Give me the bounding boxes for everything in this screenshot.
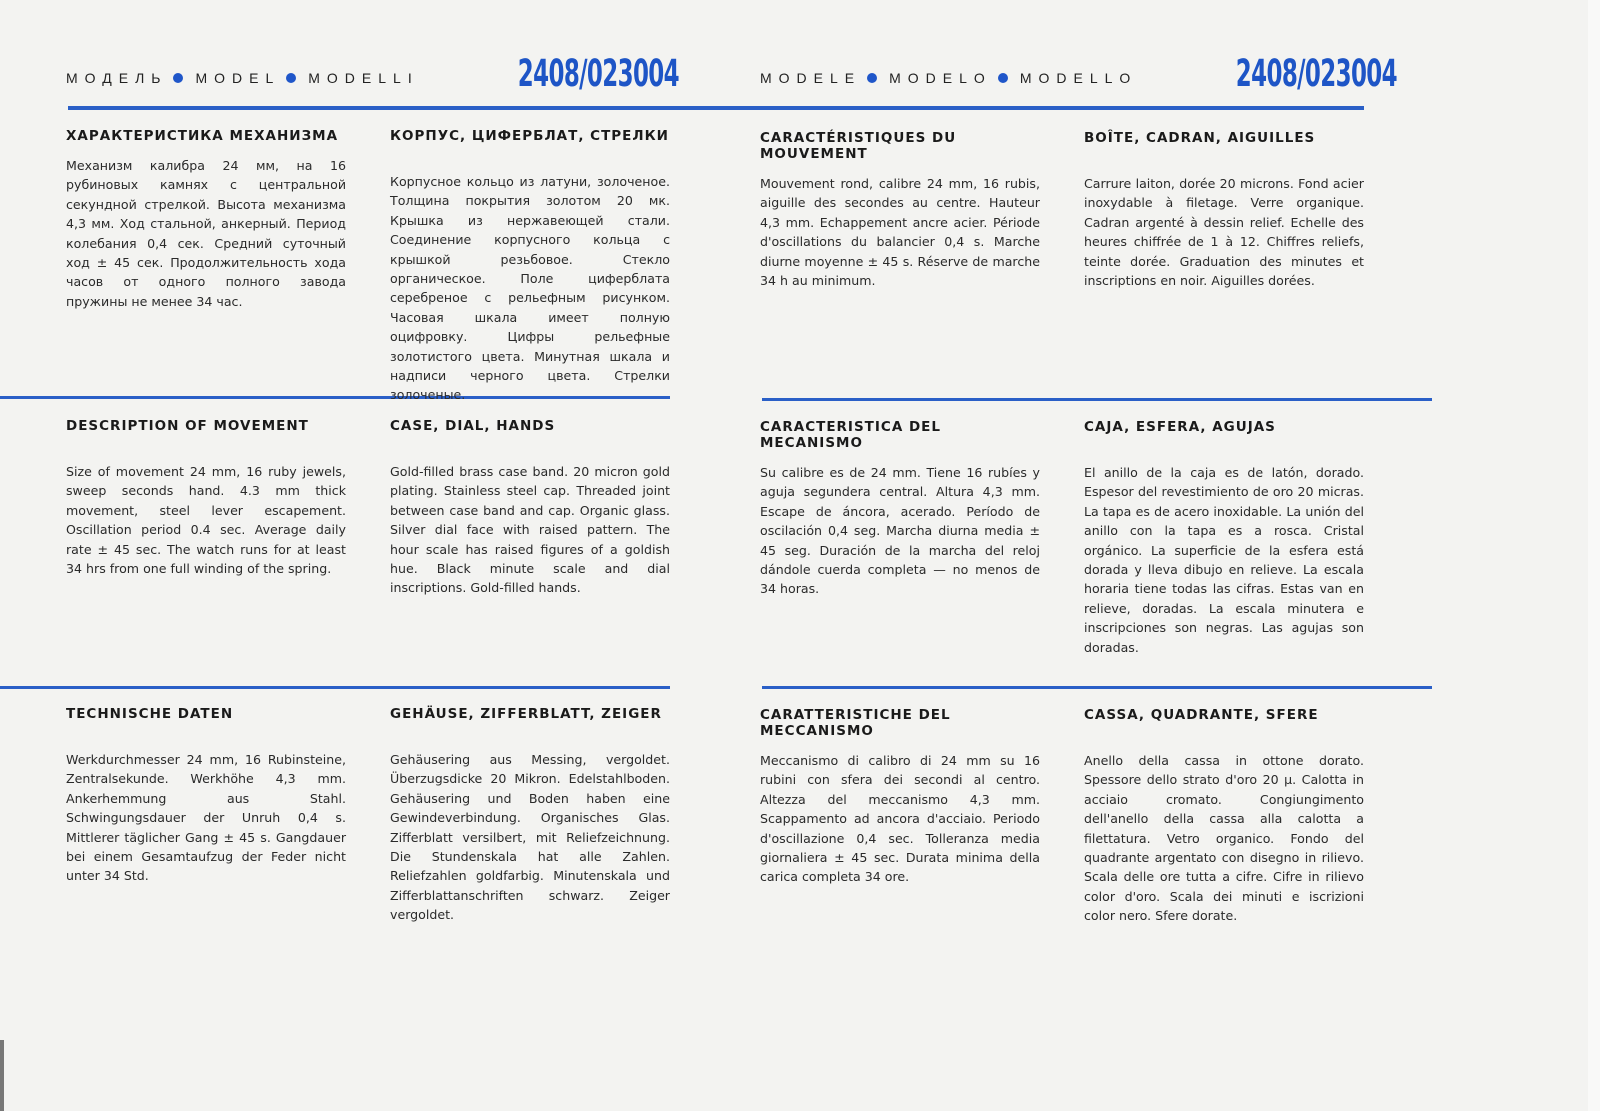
section-fr-movement — [760, 130, 1040, 290]
page-edge-shadow — [0, 1040, 4, 1111]
bullet-dot-icon — [286, 73, 296, 83]
divider-rule-right-2 — [762, 686, 1432, 689]
section-title: КОРПУС, ЦИФЕРБЛАТ, СТРЕЛКИ — [390, 128, 669, 144]
header-right — [760, 44, 1398, 95]
header-rule — [68, 106, 1364, 110]
section-ru-movement — [66, 128, 346, 311]
section-ru-case — [390, 128, 670, 405]
section-title: BOÎTE, CADRAN, AIGUILLES — [1084, 130, 1316, 146]
bullet-dot-icon — [867, 73, 877, 83]
section-text: Meccanismo di calibro di 24 mm su 16 rubini con sfera dei secondi al centro. Altezza del meccanismo 4,3 mm. Scappamento ad ancora d'acciaio. Periodo d'oscillazione 0,4 sec. Tolleranza media giornaliera ± 45 sec. Durata minima della carica completa 34 ore. — [760, 753, 1040, 885]
header-word-ru: МОДЕЛЬ — [66, 70, 168, 86]
section-title: ХАРАКТЕРИСТИКА МЕХАНИЗМА — [66, 128, 339, 144]
header-word-de: MODELLI — [308, 70, 419, 86]
header-word-fr: MODELE — [760, 70, 862, 86]
section-text: Mouvement rond, calibre 24 mm, 16 rubis, aiguille des secondes au centre. Hauteur 4,3 mm. Echappement ancre acier. Période d'oscillations du balancier 0,4 s. Marche diurne moyenne ± 45 s. Réserve de marche 34 h au minimum. — [760, 176, 1040, 289]
section-title: CARATTERISTICHE DEL MECCANISMO — [760, 707, 951, 739]
model-number-right: 2408/023004 — [1236, 52, 1398, 95]
header-left — [66, 44, 679, 95]
section-title: TECHNISCHE DATEN — [66, 706, 234, 722]
section-it-case — [1084, 707, 1364, 926]
section-title: CARACTÉRISTIQUES DU MOUVEMENT — [760, 130, 957, 162]
bullet-dot-icon — [998, 73, 1008, 83]
section-en-case — [390, 418, 670, 598]
section-es-movement — [760, 419, 1040, 599]
page-right-margin — [1588, 0, 1600, 1111]
section-text: El anillo de la caja es de latón, dorado. Espesor del revestimiento de oro 20 micras. La tapa es de acero inoxidable. La unión del anillo con la tapa es a rosca. Cristal orgánico. La superficie de la esfera está dorada y lleva dibujo en relieve. La escala horaria tiene todas las cifras. Estas van en relieve, doradas. La escala minutera e inscripciones son negras. Las agujas son doradas. — [1084, 465, 1364, 655]
section-es-case — [1084, 419, 1364, 657]
header-left-languages — [66, 70, 419, 86]
bullet-dot-icon — [173, 73, 183, 83]
section-text: Корпусное кольцо из латуни, золоченое. Толщина покрытия золотом 20 мк. Крышка из нержавеющей стали. Соединение корпусного кольца с крышкой резьбовое. Стекло органическое. Поле циферблата серебреное с рельефным рисунком. Часовая шкала имеет полную оцифровку. Цифры рельефные золотистого цвета. Минутная шкала и надписи черного цвета. Стрелки золоченые. — [390, 174, 670, 403]
section-de-movement — [66, 706, 346, 886]
header-word-es: MODELO — [889, 70, 992, 86]
section-text: Gehäusering aus Messing, vergoldet. Überzugsdicke 20 Mikron. Edelstahlboden. Gehäusering und Boden haben eine Gewindeverbindung. Organisches Glas. Zifferblatt versilbert, mit Reliefzeichnung. Die Stundenskala hat alle Zahlen. Reliefzahlen goldfarbig. Minutenskala und Zifferblattanschriften schwarz. Zeiger vergoldet. — [390, 752, 670, 923]
section-text: Механизм калибра 24 мм, на 16 рубиновых камнях с центральной секундной стрелкой. Высота механизма 4,3 мм. Ход стальной, анкерный. Период колебания 0,4 сек. Средний суточный ход ± 45 сек. Продолжительность хода часов от одного полного завода пружины не менее 34 час. — [66, 158, 346, 309]
section-text: Gold-filled brass case band. 20 micron gold plating. Stainless steel cap. Threaded joint between case band and cap. Organic glass. Silver dial face with raised pattern. The hour scale has raised figures of a goldish hue. Black minute scale and dial inscriptions. Gold-filled hands. — [390, 464, 670, 596]
section-text: Carrure laiton, dorée 20 microns. Fond acier inoxydable à filetage. Verre organique. Cadran argenté à dessin relief. Echelle des heures chiffrée de 1 à 12. Chiffres reliefs, teinte dorée. Graduation des minutes et inscriptions en noir. Aiguilles dorées. — [1084, 176, 1364, 289]
section-de-case — [390, 706, 670, 925]
header-right-languages — [760, 70, 1137, 86]
section-text: Anello della cassa in ottone dorato. Spessore dello strato d'oro 20 μ. Calotta in acciaio cromato. Congiungimento dell'anello della cassa alla calotta a filettatura. Vetro organico. Fondo del quadrante argentato con disegno in rilievo. Scala delle ore tutta a cifre. Cifre in rilievo color d'oro. Scala dei minuti e iscrizioni color nero. Sfere dorate. — [1084, 753, 1364, 924]
model-number-left: 2408/023004 — [517, 52, 679, 95]
header-word-en: MODEL — [195, 70, 281, 86]
section-title: CAJA, ESFERA, AGUJAS — [1084, 419, 1276, 435]
section-title: GEHÄUSE, ZIFFERBLATT, ZEIGER — [390, 706, 662, 722]
section-title: CARACTERISTICA DEL MECANISMO — [760, 419, 941, 451]
section-text: Size of movement 24 mm, 16 ruby jewels, sweep seconds hand. 4.3 mm thick movement, steel lever escapement. Oscillation period 0.4 sec. Average daily rate ± 45 sec. The watch runs for at least 34 hrs from one full winding of the spring. — [66, 464, 346, 577]
divider-rule-left-2 — [0, 686, 670, 689]
section-fr-case — [1084, 130, 1364, 290]
section-it-movement — [760, 707, 1040, 887]
section-text: Werkdurchmesser 24 mm, 16 Rubinsteine, Zentralsekunde. Werkhöhe 4,3 mm. Ankerhemmung aus Stahl. Schwingungsdauer der Unruh 0,4 s. Mittlerer täglicher Gang ± 45 s. Gangdauer bei einem Gesamtaufzug der Feder nicht unter 34 Std. — [66, 752, 346, 884]
section-title: DESCRIPTION OF MOVEMENT — [66, 418, 309, 434]
section-title: CASSA, QUADRANTE, SFERE — [1084, 707, 1319, 723]
section-text: Su calibre es de 24 mm. Tiene 16 rubíes y aguja segundera central. Altura 4,3 mm. Escape de áncora, acerado. Período de oscilación 0,4 seg. Marcha diurna media ± 45 seg. Duración de la marcha del reloj dándole cuerda completa — no menos de 34 horas. — [760, 465, 1040, 597]
section-title: CASE, DIAL, HANDS — [390, 418, 556, 434]
divider-rule-right-1 — [762, 398, 1432, 401]
header-word-it: MODELLO — [1019, 70, 1138, 86]
section-en-movement — [66, 418, 346, 578]
